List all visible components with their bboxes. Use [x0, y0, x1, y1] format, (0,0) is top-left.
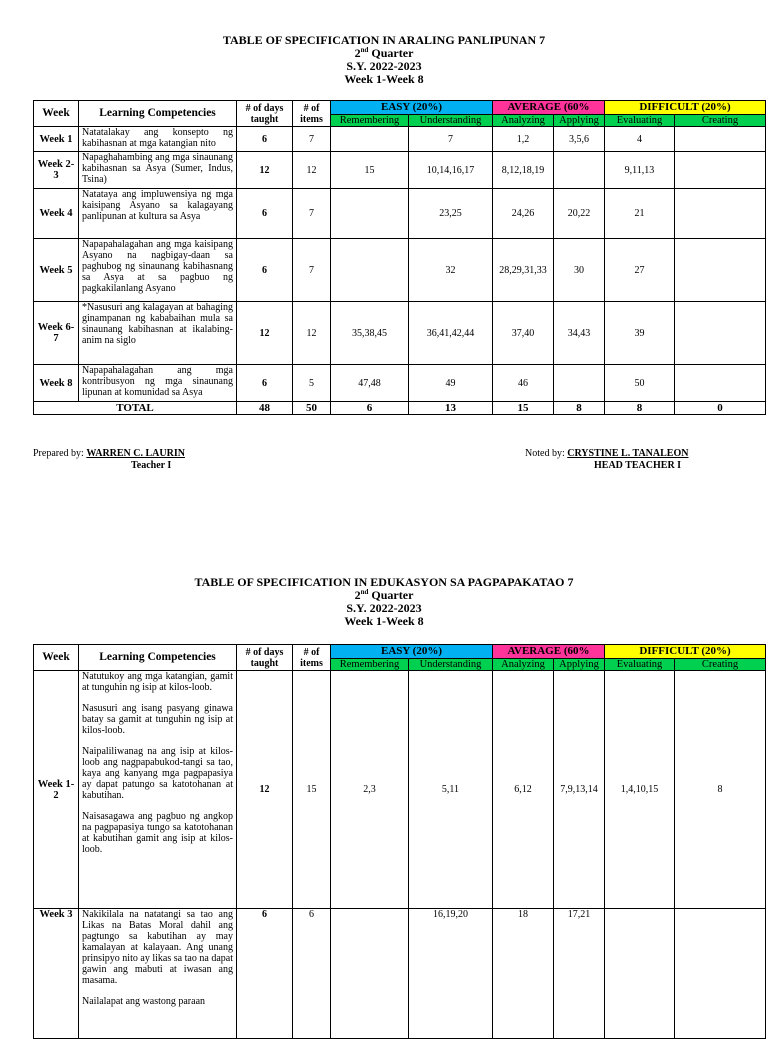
average-header: AVERAGE (60% [493, 645, 605, 659]
evaluating-cell: 1,4,10,15 [605, 671, 675, 909]
difficult-header: DIFFICULT (20%) [605, 645, 766, 659]
total-creating: 0 [675, 402, 766, 415]
analyzing-cell: 37,40 [493, 302, 554, 365]
competency-text: Natutukoy ang mga katangian, gamit at tunguhin ng isip at kilos-loob. [82, 671, 233, 693]
total-label: TOTAL [34, 402, 237, 415]
creating-cell [675, 909, 766, 1039]
understanding-header: Understanding [409, 115, 493, 127]
table-row [34, 152, 766, 189]
days-header: # of days taught [237, 101, 293, 127]
easy-header: EASY (20%) [331, 101, 493, 115]
understanding-cell: 36,41,42,44 [409, 302, 493, 365]
doc1-weeks: Week 1-Week 8 [344, 72, 424, 86]
applying-cell: 7,9,13,14 [554, 671, 605, 909]
competency-cell: Natataya ang impluwensiya ng mga kaisipang Asyano sa kalagayang panlipunan at kultura sa Asya [79, 189, 237, 239]
analyzing-header: Analyzing [493, 115, 554, 127]
items-cell: 15 [293, 671, 331, 909]
doc1-header [0, 34, 768, 86]
remembering-header: Remembering [331, 659, 409, 671]
items-header: # of items [293, 101, 331, 127]
prepared-name: WARREN C. LAURIN [86, 448, 185, 459]
remembering-cell [331, 909, 409, 1039]
doc1-quarter: 2nd Quarter [354, 46, 414, 60]
creating-header: Creating [675, 115, 766, 127]
creating-header: Creating [675, 659, 766, 671]
creating-cell [675, 239, 766, 302]
items-cell: 5 [293, 365, 331, 402]
creating-cell [675, 152, 766, 189]
week-cell: Week 8 [34, 365, 79, 402]
days-cell: 6 [237, 909, 293, 1039]
understanding-cell: 16,19,20 [409, 909, 493, 1039]
table-row [34, 909, 766, 1039]
evaluating-header: Evaluating [605, 659, 675, 671]
total-remembering: 6 [331, 402, 409, 415]
week-cell: Week 3 [34, 909, 79, 1039]
doc2-header-row [34, 645, 766, 659]
evaluating-cell: 9,11,13 [605, 152, 675, 189]
days-cell: 6 [237, 365, 293, 402]
table-row [34, 302, 766, 365]
analyzing-cell: 6,12 [493, 671, 554, 909]
evaluating-header: Evaluating [605, 115, 675, 127]
analyzing-cell: 24,26 [493, 189, 554, 239]
understanding-cell: 23,25 [409, 189, 493, 239]
creating-cell: 8 [675, 671, 766, 909]
prepared-by [33, 448, 185, 459]
evaluating-cell: 21 [605, 189, 675, 239]
competency-cell: Napapahalagahan ang mga kontribusyon ng mga sinaunang lipunan at komunidad sa Asya [79, 365, 237, 402]
applying-cell: 34,43 [554, 302, 605, 365]
days-cell: 6 [237, 189, 293, 239]
competency-cell: Napapahalagahan ang mga kaisipang Asyano na nagbigay-daan sa paghubog ng sinaunang kabihasnang sa Asya at sa pagbuo ng pagkakilanlang Asyano [79, 239, 237, 302]
evaluating-cell [605, 909, 675, 1039]
applying-cell: 17,21 [554, 909, 605, 1039]
creating-cell [675, 365, 766, 402]
week-cell: Week 6-7 [34, 302, 79, 365]
noted-title: HEAD TEACHER I [594, 460, 682, 471]
remembering-cell [331, 239, 409, 302]
table-row [34, 189, 766, 239]
applying-header: Applying [554, 659, 605, 671]
analyzing-cell: 1,2 [493, 127, 554, 152]
noted-label: Noted by: [525, 448, 565, 459]
items-header: # of items [293, 645, 331, 671]
total-row [34, 402, 766, 415]
understanding-cell: 10,14,16,17 [409, 152, 493, 189]
days-cell: 6 [237, 239, 293, 302]
items-cell: 7 [293, 127, 331, 152]
understanding-header: Understanding [409, 659, 493, 671]
week-cell: Week 4 [34, 189, 79, 239]
doc1-header-row [34, 101, 766, 115]
creating-cell [675, 302, 766, 365]
evaluating-cell: 4 [605, 127, 675, 152]
prepared-label: Prepared by: [33, 448, 84, 459]
days-cell: 12 [237, 152, 293, 189]
difficult-header: DIFFICULT (20%) [605, 101, 766, 115]
applying-cell [554, 152, 605, 189]
week-cell: Week 5 [34, 239, 79, 302]
week-cell: Week 1-2 [34, 671, 79, 909]
remembering-header: Remembering [331, 115, 409, 127]
doc2-weeks: Week 1-Week 8 [344, 614, 424, 628]
total-items: 50 [293, 402, 331, 415]
remembering-cell [331, 189, 409, 239]
items-cell: 6 [293, 909, 331, 1039]
doc2-header [0, 576, 768, 628]
items-cell: 12 [293, 152, 331, 189]
creating-cell [675, 189, 766, 239]
noted-by [525, 448, 688, 459]
items-cell: 7 [293, 189, 331, 239]
competency-text: Nailalapat ang wastong paraan [82, 996, 206, 1007]
evaluating-cell: 50 [605, 365, 675, 402]
prepared-title: Teacher I [131, 460, 172, 471]
applying-header: Applying [554, 115, 605, 127]
days-cell: 6 [237, 127, 293, 152]
remembering-cell: 47,48 [331, 365, 409, 402]
remembering-cell: 35,38,45 [331, 302, 409, 365]
items-cell: 12 [293, 302, 331, 365]
table-row [34, 671, 766, 909]
average-header: AVERAGE (60% [493, 101, 605, 115]
analyzing-cell: 46 [493, 365, 554, 402]
understanding-cell: 5,11 [409, 671, 493, 909]
competency-cell [79, 671, 237, 909]
evaluating-cell: 27 [605, 239, 675, 302]
understanding-cell: 49 [409, 365, 493, 402]
competency-text: Nakikilala na natatangi sa tao ang Likas na Batas Moral dahil ang pagtungo sa kabutihan ay may kamalayan at kalayaan. Ang unang prinsipyo nito ay likas sa tao na dapat gawin ang mabuti at iwasan ang masama. [82, 909, 233, 986]
table-row [34, 365, 766, 402]
understanding-cell: 32 [409, 239, 493, 302]
doc2-title: TABLE OF SPECIFICATION IN EDUKASYON SA PAGPAPAKATAO 7 [194, 575, 574, 589]
evaluating-cell: 39 [605, 302, 675, 365]
creating-cell [675, 127, 766, 152]
doc1-sy: S.Y. 2022-2023 [346, 59, 422, 73]
doc2-table [33, 644, 766, 1039]
table-row [34, 127, 766, 152]
analyzing-cell: 28,29,31,33 [493, 239, 554, 302]
competency-cell: Napaghahambing ang mga sinaunang kabihasnan sa Asya (Sumer, Indus, Tsina) [79, 152, 237, 189]
total-applying: 8 [554, 402, 605, 415]
table-row [34, 239, 766, 302]
competency-text: Naipaliliwanag na ang isip at kilos- loob ang nagpapabukod-tangi sa tao, kaya ang kanyang mga pagpapasiya ay dapat patungo sa katotohanan at kabutihan. [82, 746, 233, 801]
week-header: Week [34, 645, 79, 671]
doc2-quarter: 2nd Quarter [354, 588, 414, 602]
analyzing-header: Analyzing [493, 659, 554, 671]
week-header: Week [34, 101, 79, 127]
applying-cell [554, 365, 605, 402]
items-cell: 7 [293, 239, 331, 302]
easy-header: EASY (20%) [331, 645, 493, 659]
remembering-cell: 2,3 [331, 671, 409, 909]
lc-header: Learning Competencies [79, 101, 237, 127]
days-cell: 12 [237, 302, 293, 365]
remembering-cell: 15 [331, 152, 409, 189]
analyzing-cell: 18 [493, 909, 554, 1039]
applying-cell: 30 [554, 239, 605, 302]
competency-text: Naisasagawa ang pagbuo ng angkop na pagpapasiya tungo sa katotohanan at kabutihan gamit ang isip at kilos-loob. [82, 811, 233, 855]
doc1-table [33, 100, 766, 415]
total-understanding: 13 [409, 402, 493, 415]
applying-cell: 20,22 [554, 189, 605, 239]
noted-name: CRYSTINE L. TANALEON [567, 448, 689, 459]
analyzing-cell: 8,12,18,19 [493, 152, 554, 189]
total-evaluating: 8 [605, 402, 675, 415]
lc-header: Learning Competencies [79, 645, 237, 671]
applying-cell: 3,5,6 [554, 127, 605, 152]
total-days: 48 [237, 402, 293, 415]
doc1-title: TABLE OF SPECIFICATION IN ARALING PANLIPUNAN 7 [222, 33, 546, 47]
remembering-cell [331, 127, 409, 152]
week-cell: Week 1 [34, 127, 79, 152]
competency-text: Nasusuri ang isang pasyang ginawa batay sa gamit at tunguhin ng isip at kilos-loob. [82, 703, 233, 736]
week-cell: Week 2-3 [34, 152, 79, 189]
competency-cell: *Nasusuri ang kalagayan at bahaging ginampanan ng kababaihan mula sa sinaunang kabihasnan at ikalabing-anim na siglo [79, 302, 237, 365]
total-analyzing: 15 [493, 402, 554, 415]
understanding-cell: 7 [409, 127, 493, 152]
competency-cell: Natatalakay ang konsepto ng kabihasnan at mga katangian nito [79, 127, 237, 152]
days-header: # of days taught [237, 645, 293, 671]
days-cell: 12 [237, 671, 293, 909]
competency-cell [79, 909, 237, 1039]
doc2-sy: S.Y. 2022-2023 [346, 601, 422, 615]
